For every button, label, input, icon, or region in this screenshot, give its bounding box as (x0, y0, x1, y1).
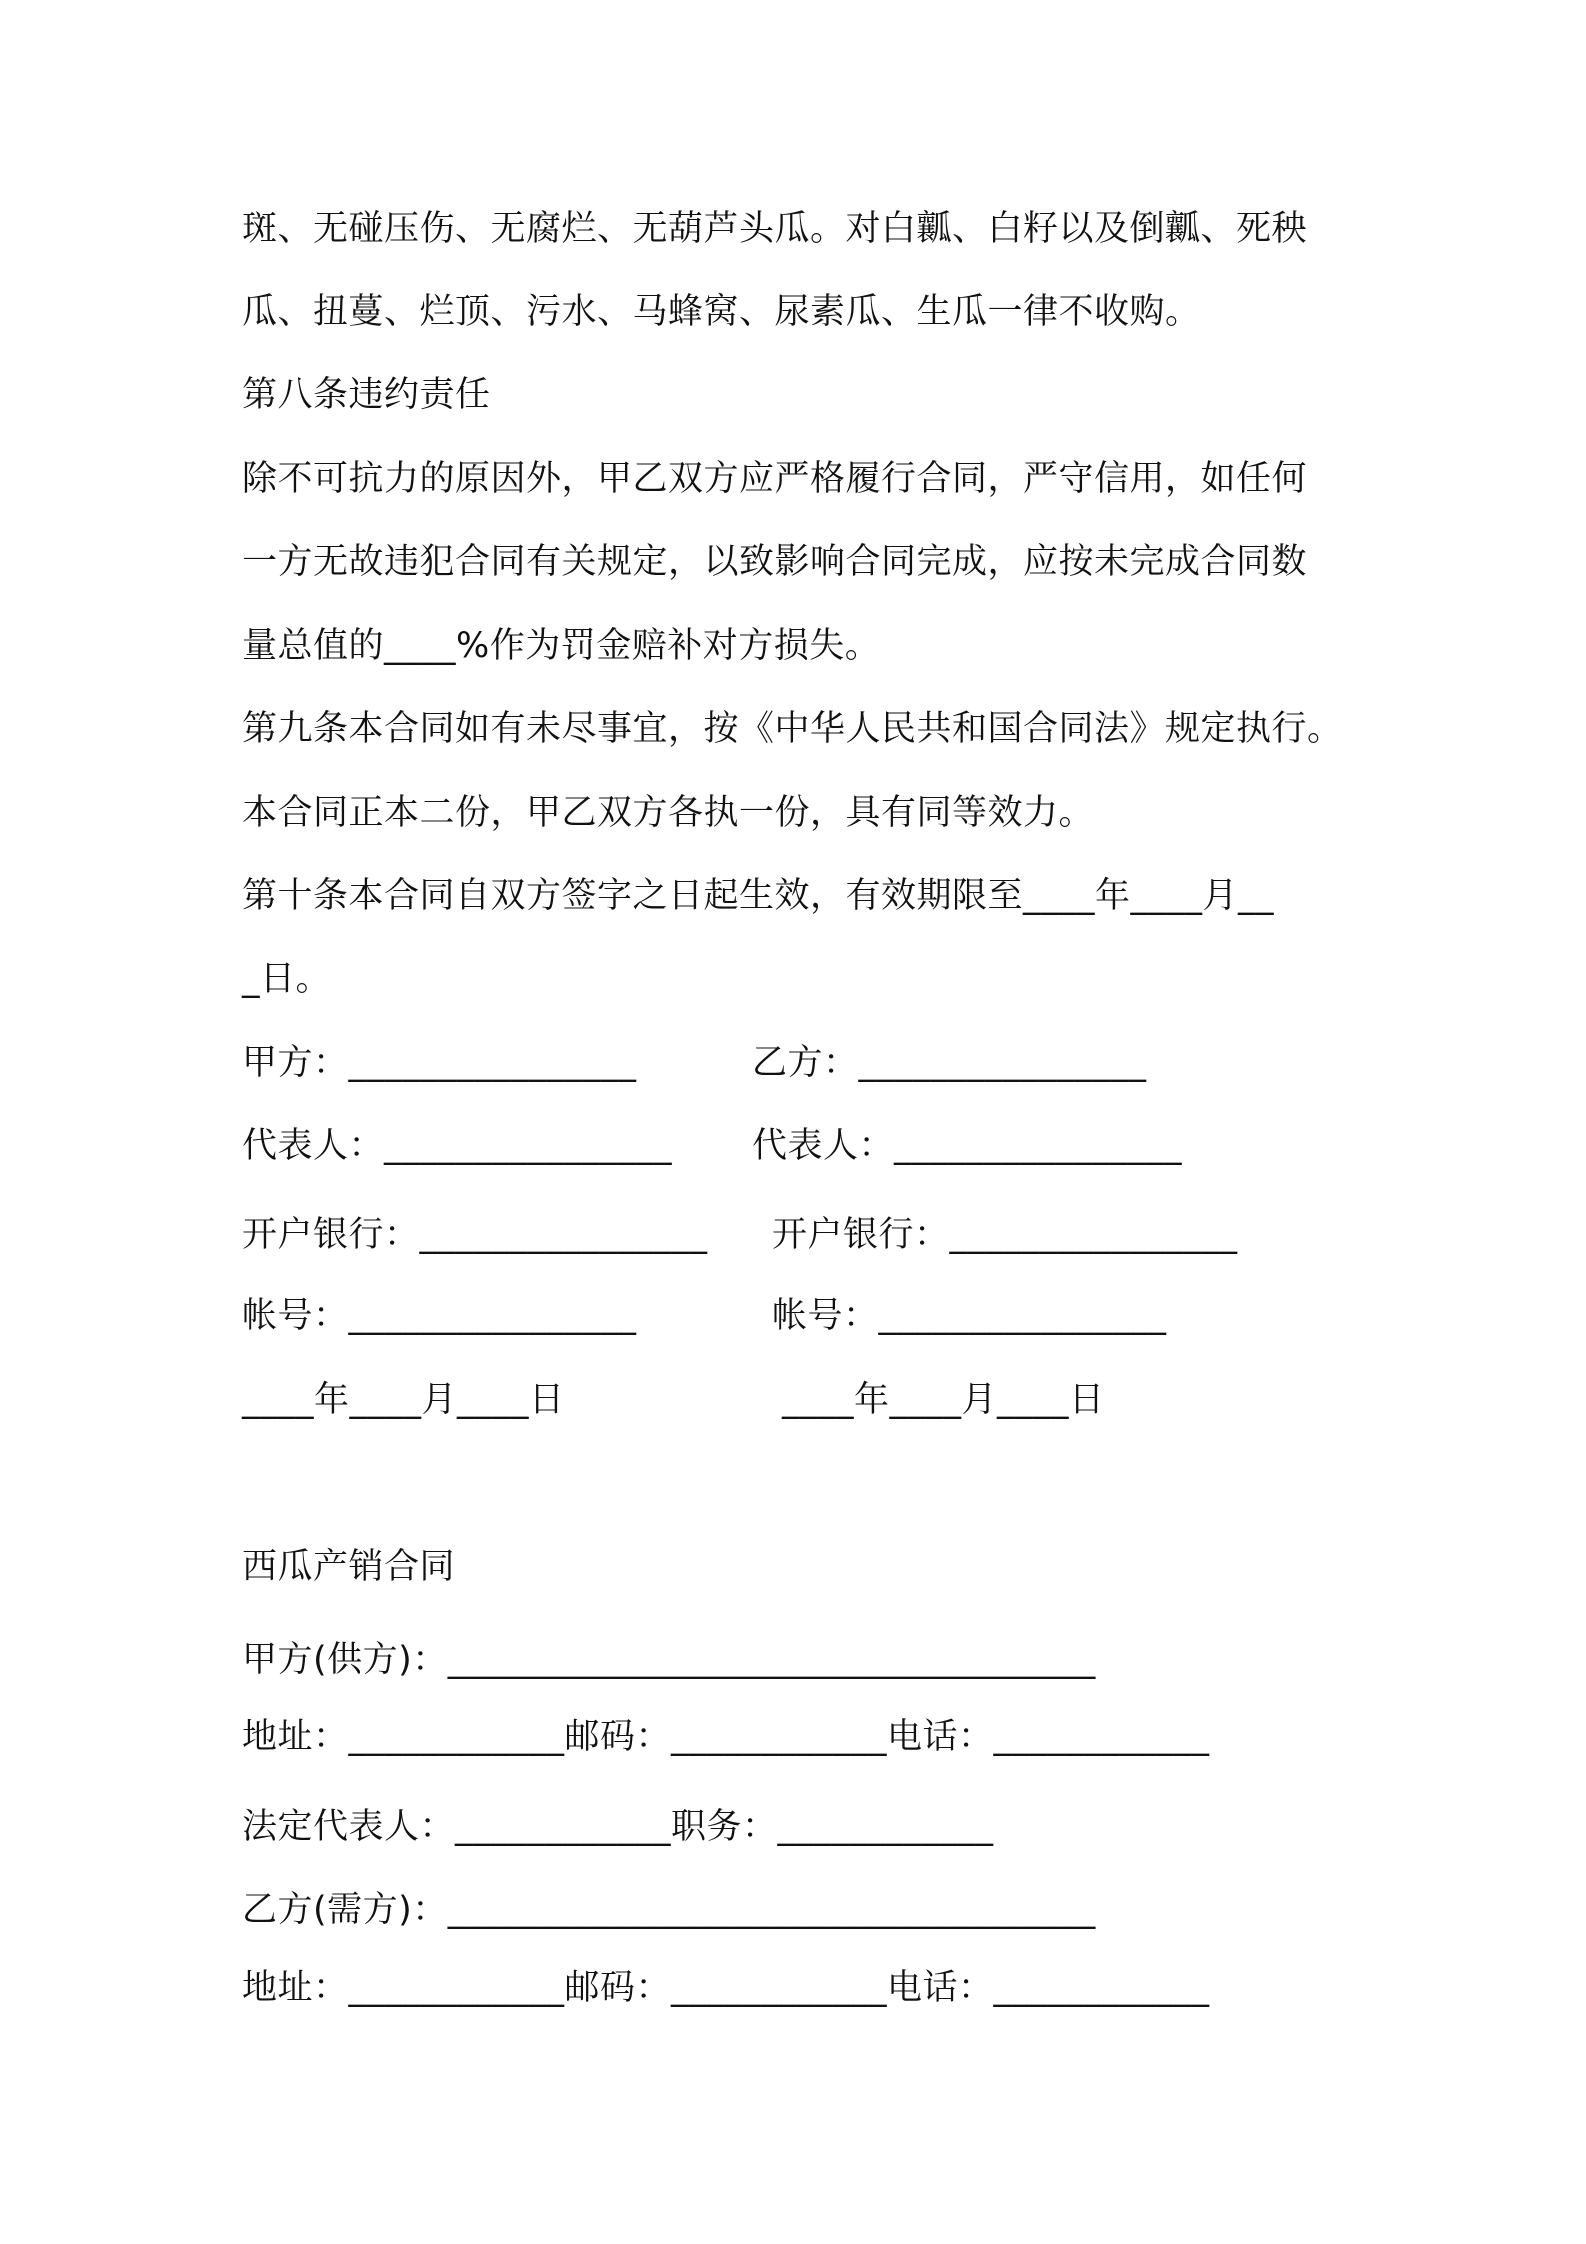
account-a-field: 帐号：________________ (242, 1296, 637, 1336)
paragraph-line: 瓜、扭蔓、烂顶、污水、马蜂窝、尿素瓜、生瓜一律不收购。 (242, 292, 1201, 332)
article-10: 第十条本合同自双方签字之日起生效，有效期限至____年____月__ (242, 876, 1275, 916)
party-b-field: 乙方：________________ (752, 1043, 1147, 1083)
article-9: 第九条本合同如有未尽事宜，按《中华人民共和国合同法》规定执行。 (242, 709, 1343, 749)
bank-b-field: 开户银行：________________ (772, 1215, 1238, 1255)
rep-b-field: 代表人：________________ (752, 1126, 1183, 1166)
date-b-field: ____年____月____日 (782, 1380, 1105, 1420)
account-b-field: 帐号：________________ (772, 1296, 1167, 1336)
buyer-field: 乙方(需方)：____________________________________ (242, 1890, 1096, 1930)
contract-title: 西瓜产销合同 (242, 1547, 456, 1587)
bank-a-field: 开户银行：________________ (242, 1215, 708, 1255)
paragraph-line: 斑、无碰压伤、无腐烂、无葫芦头瓜。对白瓤、白籽以及倒瓤、死秧 (242, 209, 1308, 249)
date-a-field: ____年____月____日 (242, 1380, 565, 1420)
party-a-field: 甲方：________________ (242, 1043, 637, 1083)
paragraph-line: 量总值的____%作为罚金赔补对方损失。 (242, 626, 881, 666)
article-10-cont: _日。 (242, 959, 332, 999)
legal-rep-fields: 法定代表人：____________职务：____________ (242, 1807, 994, 1847)
supplier-field: 甲方(供方)：____________________________________ (242, 1640, 1096, 1680)
buyer-contact-fields: 地址：____________邮码：____________电话：____________ (242, 1968, 1210, 2008)
paragraph-line: 除不可抗力的原因外，甲乙双方应严格履行合同，严守信用，如任何 (242, 459, 1308, 499)
rep-a-field: 代表人：________________ (242, 1126, 673, 1166)
article-8-title: 第八条违约责任 (242, 375, 491, 415)
copies-clause: 本合同正本二份，甲乙双方各执一份，具有同等效力。 (242, 793, 1095, 833)
paragraph-line: 一方无故违犯合同有关规定，以致影响合同完成，应按未完成合同数 (242, 542, 1308, 582)
supplier-contact-fields: 地址：____________邮码：____________电话：____________ (242, 1717, 1210, 1757)
